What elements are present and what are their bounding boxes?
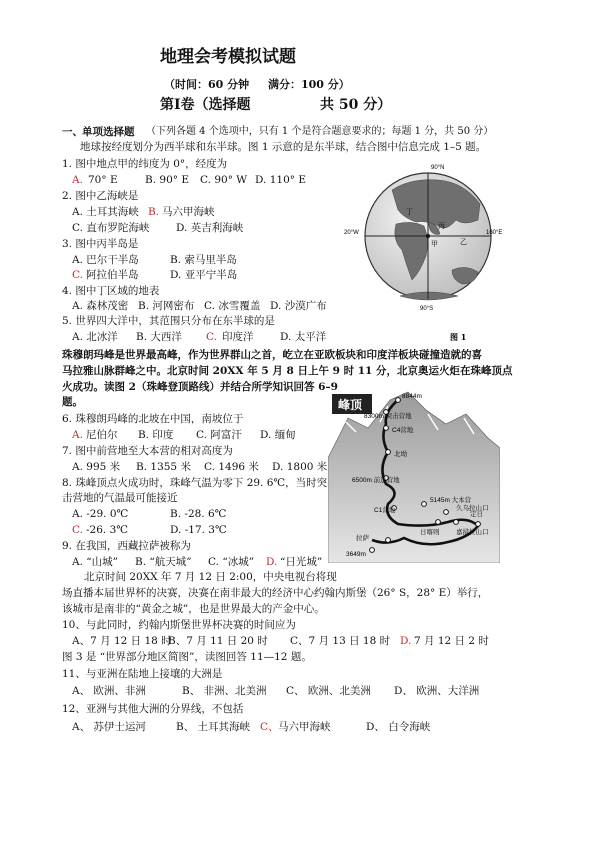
q8-stem-2: 击营地的气温最可能接近 [62, 492, 178, 504]
q5-c-label: C. [206, 331, 217, 343]
route-stop-marker [436, 520, 441, 525]
q7-d: D. 1800 米 [272, 461, 328, 473]
label-90n: 90°N [431, 165, 445, 171]
q2-stem: 2. 图中乙海峡是 [62, 190, 139, 202]
q1-stem: 1. 图中地点甲的纬度为 0°，经度为 [62, 158, 228, 170]
q1-b: B. 90° E [145, 174, 190, 186]
q4-b: B. 河网密布 [138, 300, 195, 312]
q3-c: 阿拉伯半岛 [86, 269, 139, 281]
q11-stem: 11、与亚洲在陆地上接壤的大洲是 [62, 668, 223, 680]
route-stop-marker [454, 520, 459, 525]
passage2-line2: 马拉雅山脉群峰之中。北京时间 20XX 年 5 月 8 日上午 9 时 11 分，北京奥运火炬在珠峰顶点 [62, 365, 513, 377]
route-stop-label: 久乌拉山口 [456, 505, 489, 512]
q4-d: D. 沙漠广布 [270, 300, 327, 312]
q4-a: A. 森林茂密 [72, 300, 129, 312]
q9-c: C. “冰城” [208, 556, 255, 568]
q1-c: C. 90° W [200, 174, 248, 186]
q8-d: D. -17. 3℃ [170, 524, 227, 536]
q6-b: B. 印度 [138, 429, 174, 441]
q6-stem: 6. 珠穆朗玛峰的北坡在中国，南坡位于 [62, 413, 244, 425]
figure1-globe [340, 160, 505, 345]
q2-d: D. 英吉利海峡 [176, 222, 244, 234]
q7-c: C. 1496 米 [204, 461, 259, 473]
route-stop-label: 3649m [346, 551, 366, 558]
route-stop-label: C4营地 [392, 427, 414, 434]
q3-stem: 3. 图中丙半岛是 [62, 238, 139, 250]
route-stop-label: 日喀则 [420, 529, 440, 536]
q8-stem: 8. 珠峰顶点火成功时，珠峰气温为零下 29. 6℃，当时突 [62, 477, 328, 489]
q6-a-label: A. [72, 429, 83, 441]
route-stop-marker [444, 510, 449, 515]
route-stop-label: 嘉措拉山口 [456, 529, 489, 536]
route-stop-marker [386, 450, 391, 455]
q10-d-label: D. [400, 635, 412, 647]
label-bing: 丙 [438, 222, 445, 230]
route-stop-marker [370, 548, 375, 553]
q11-b: B、 非洲、北美洲 [182, 685, 267, 697]
section-total: 共 50 分） [320, 97, 392, 113]
figure1-caption: 图 1 [450, 332, 467, 342]
q9-stem: 9. 在我国，西藏拉萨被称为 [62, 540, 191, 552]
q12-a: A、 苏伊士运河 [72, 721, 146, 733]
q4-c: C. 冰雪覆盖 [204, 300, 261, 312]
route-stop-label: 6500m 前进营地 [352, 477, 400, 484]
label-20w: 20°W [344, 230, 359, 236]
q10-stem: 10、与此同时，约翰内斯堡世界杯决赛的时间应为 [62, 619, 296, 631]
q11-c: C、 欧洲、北美洲 [286, 685, 371, 697]
q8-c: -26. 3℃ [86, 524, 129, 536]
q9-b: B. “航天城” [135, 556, 192, 568]
passage3-line1: 北京时间 20XX 年 7 月 12 日 2:00，中央电视台将现 [84, 571, 337, 583]
q7-a: A. 995 米 [72, 461, 121, 473]
q11-d: D、 欧洲、大洋洲 [394, 685, 480, 697]
q9-d: “日光城” [280, 556, 323, 568]
point-jia-marker [426, 234, 430, 238]
q5-d: D. 太平洋 [280, 331, 327, 343]
q12-c: 马六甲海峡 [278, 721, 331, 733]
passage2-line1: 珠穆朗玛峰是世界最高峰，作为世界群山之首，屹立在亚欧板块和印度洋板块碰撞造就的喜 [62, 349, 482, 361]
q8-a: A. -29. 0℃ [72, 508, 129, 520]
q10-a: A、7 月 12 日 18 时 [72, 635, 172, 647]
q4-stem: 4. 图中丁区域的地表 [62, 285, 160, 297]
q11-a: A、 欧洲、非洲 [72, 685, 146, 697]
route-stop-marker [386, 538, 391, 543]
intro-number: 一、 [62, 126, 83, 138]
q2-c: C. 直布罗陀海峡 [72, 222, 150, 234]
summit-title: 峰顶 [338, 398, 363, 412]
label-jia: 甲 [431, 240, 438, 248]
q3-b: B. 索马里半岛 [170, 254, 237, 266]
q6-d: D. 缅甸 [260, 429, 296, 441]
q6-c: C. 阿富汗 [196, 429, 242, 441]
route-stop-label: 5145m 大本营 [430, 497, 472, 504]
q5-c: 印度洋 [222, 331, 254, 343]
q1-a-label: A. [72, 174, 83, 186]
route-stop-label: 8300m 突击营地 [364, 413, 412, 420]
label-160e: 160°E [486, 230, 503, 236]
passage4: 图 3 是 “世界部分地区简图”，读图回答 11—12 题。 [62, 651, 312, 663]
passage2-line3: 火成功。读图 2（珠峰登顶路线）并结合所学知识回答 6–9 [62, 381, 338, 393]
q10-d: 7 月 12 日 2 时 [414, 635, 489, 647]
intro-text: 地球按经度划分为西半球和东半球。图 1 示意的是东半球，结合图中信息完成 1–5 题。 [80, 141, 487, 153]
q12-b: B、 土耳其海峡 [176, 721, 251, 733]
q12-stem: 12、亚洲与其他大洲的分界线，不包括 [62, 703, 244, 715]
q9-d-label: D. [266, 556, 278, 568]
q7-stem: 7. 图中前营地至大本营的相对高度为 [62, 445, 233, 457]
q3-d: D. 亚平宁半岛 [170, 269, 238, 281]
passage2-line4: 题。 [62, 396, 83, 408]
q12-d: D、 白令海峡 [366, 721, 431, 733]
q2-b: 马六甲海峡 [162, 206, 215, 218]
exam-title: 地理会考模拟试题 [160, 47, 296, 67]
exam-time: （时间：60 分钟 [164, 78, 250, 91]
figure2-route [328, 388, 500, 563]
route-stop-marker [422, 502, 427, 507]
route-stop-marker [476, 522, 481, 527]
label-yi: 乙 [460, 238, 467, 246]
q6-a: 尼伯尔 [86, 429, 118, 441]
label-90s: 90°S [420, 306, 434, 312]
q1-a: 70° E [88, 174, 118, 186]
route-stop-marker [396, 398, 401, 403]
section-title: 第Ⅰ卷（选择题 [160, 97, 251, 113]
q8-b: B. -28. 6℃ [170, 508, 227, 520]
route-stop-label: 拉萨 [356, 535, 369, 542]
label-ding: 丁 [406, 208, 413, 216]
passage3-line2: 场直播本届世界杯的决赛，决赛在南非最大的经济中心约翰内斯堡（26° S，28° E）举行， [62, 587, 489, 599]
q2-a: A. 土耳其海峡 [72, 206, 139, 218]
intro-rule: （下列各题 4 个选项中，只有 1 个是符合题意要求的；每题 1 分，共 50 分） [146, 126, 494, 137]
route-stop-label: C1营地 [374, 507, 396, 514]
q8-c-label: C. [72, 524, 83, 536]
route-stop-label: 定日 [470, 511, 483, 518]
exam-score: 满分：100 分） [268, 78, 350, 91]
q10-c: C、7 月 13 日 18 时 [290, 635, 391, 647]
route-stop-label: 北坳 [394, 451, 407, 458]
q5-stem: 5. 世界四大洋中，其范围只分布在东半球的是 [62, 315, 275, 327]
q5-b: B. 大西洋 [136, 331, 182, 343]
q5-a: A. 北冰洋 [72, 331, 118, 343]
q10-b: B、7 月 11 日 20 时 [168, 635, 268, 647]
passage3-line3: 该城市是南非的“黄金之城”，也是世界最大的产金中心。 [62, 603, 325, 615]
q3-a: A. 巴尔干半岛 [72, 254, 139, 266]
q2-b-label: B. [148, 206, 160, 218]
q7-b: B. 1355 米 [136, 461, 191, 473]
intro-label: 单项选择题 [82, 126, 135, 138]
q12-c-label: C、 [260, 721, 279, 733]
route-stop-label: 8844m [402, 393, 422, 400]
route-stop-marker [384, 426, 389, 431]
q1-d: D. 110° E [255, 174, 307, 186]
q9-a: A. “山城” [72, 556, 118, 568]
q3-c-label: C. [72, 269, 83, 281]
